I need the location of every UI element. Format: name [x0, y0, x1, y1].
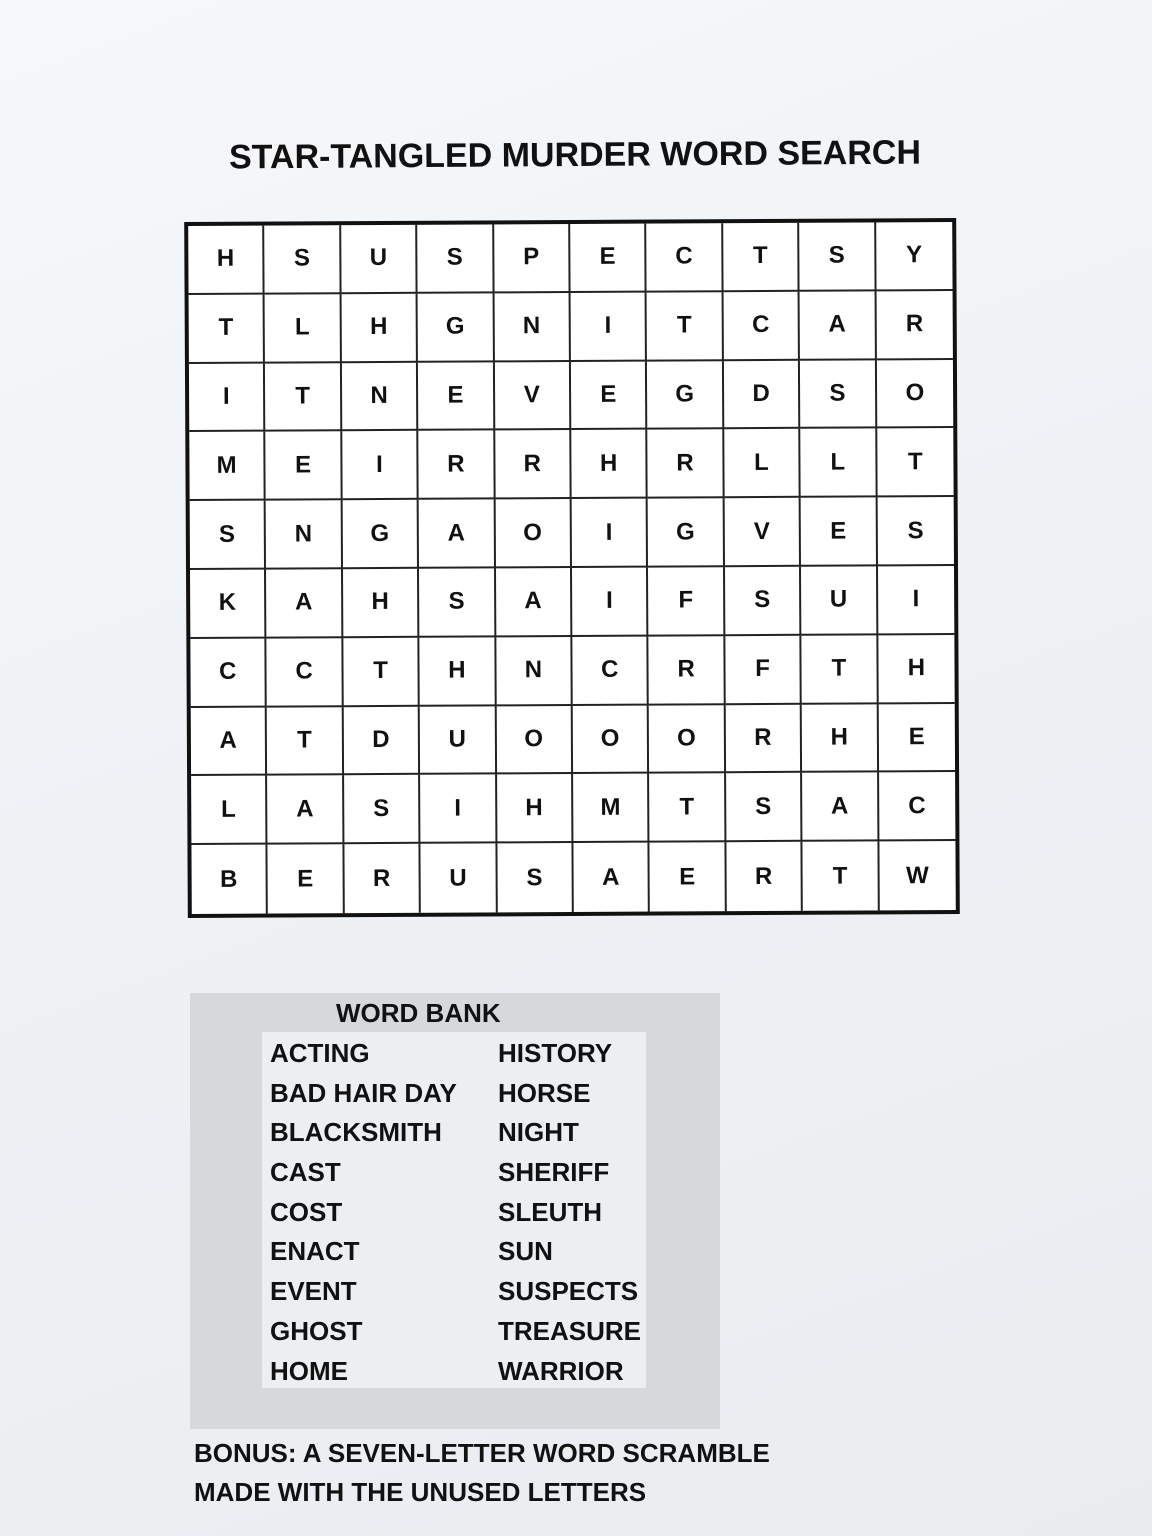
grid-cell: U — [341, 225, 418, 294]
grid-cell: A — [419, 500, 496, 569]
grid-cell: B — [191, 845, 268, 914]
grid-cell: T — [265, 363, 342, 432]
grid-cell: W — [906, 861, 929, 889]
bonus-line-2: MADE WITH THE UNUSED LETTERS — [194, 1477, 647, 1507]
grid-cell: F — [725, 636, 802, 705]
grid-cell: I — [189, 363, 266, 432]
grid-cell: H — [497, 774, 574, 843]
grid-cell: A — [802, 773, 879, 842]
grid-cell: M — [573, 774, 650, 843]
word-bank-left-column — [270, 1037, 500, 1394]
grid-cell: O — [877, 360, 954, 429]
grid-cell: I — [420, 775, 497, 844]
grid-cell: C — [647, 223, 724, 292]
grid-cell: H — [802, 704, 879, 773]
grid-cell: R — [495, 430, 572, 499]
grid-cell: I — [571, 292, 648, 361]
word-bank-item: HOME — [270, 1355, 348, 1386]
grid-cell: S — [344, 775, 421, 844]
grid-cell: S — [419, 568, 496, 637]
grid-cell: N — [494, 293, 571, 362]
grid-cell: O — [496, 706, 573, 775]
grid-cell: R — [649, 636, 726, 705]
word-bank-item: CAST — [270, 1157, 341, 1188]
grid-cell: A — [266, 569, 343, 638]
grid-cell: T — [649, 774, 726, 843]
grid-cell: R — [648, 430, 725, 499]
grid-cell: C — [879, 772, 956, 841]
grid-cell: D — [724, 360, 801, 429]
grid-cell: V — [495, 362, 572, 431]
word-bank-item: HISTORY — [498, 1038, 613, 1068]
grid-cell: A — [267, 776, 344, 845]
grid-cell: A — [496, 568, 573, 637]
word-bank-title: WORD BANK — [336, 998, 501, 1028]
grid-cell: T — [647, 292, 724, 361]
grid-cell: D — [344, 706, 421, 775]
grid-cell: L — [191, 776, 268, 845]
grid-cell: F — [648, 567, 725, 636]
grid-cell: I — [878, 566, 955, 635]
grid-cell: H — [420, 637, 497, 706]
grid-cell: V — [724, 498, 801, 567]
grid-cell: R — [726, 704, 803, 773]
grid-cell: I — [572, 499, 649, 568]
grid-cell: U — [801, 566, 878, 635]
word-bank-item: HORSE — [498, 1077, 591, 1108]
grid-cell: S — [497, 843, 574, 912]
grid-cell: G — [647, 361, 724, 430]
grid-cell: R — [876, 291, 953, 360]
grid-cell: C — [267, 638, 344, 707]
grid-cell: A — [191, 707, 268, 776]
grid-cell: L — [265, 294, 342, 363]
grid-cell: O — [573, 705, 650, 774]
word-bank-item: WARRIOR — [498, 1355, 624, 1386]
grid-cell: G — [342, 500, 419, 569]
grid-cell: S — [190, 501, 267, 570]
grid-cell: H — [341, 294, 418, 363]
grid-cell: R — [418, 431, 495, 500]
grid-cell: E — [650, 842, 727, 911]
grid-cell: L — [724, 429, 801, 498]
word-bank-item: SLEUTH — [498, 1196, 602, 1227]
grid-cell: S — [417, 224, 494, 293]
grid-cell: H — [571, 430, 648, 499]
grid-cell: H — [343, 569, 420, 638]
grid-cell: E — [418, 362, 495, 431]
word-bank-item: BAD HAIR DAY — [270, 1077, 457, 1108]
grid-cell: O — [649, 705, 726, 774]
grid-cell: K — [190, 570, 267, 639]
grid-cell: R — [726, 842, 803, 911]
grid-cell: E — [878, 704, 955, 773]
grid-cell: L — [800, 429, 877, 498]
grid-cell: C — [723, 292, 800, 361]
letter-grid — [188, 222, 956, 914]
grid-cell: I — [342, 431, 419, 500]
word-bank-item: ENACT — [270, 1236, 360, 1267]
grid-cell: E — [268, 844, 345, 913]
grid-cell: T — [189, 294, 266, 363]
grid-cell: T — [723, 223, 800, 292]
word-bank-item: COST — [270, 1196, 343, 1227]
word-bank-item: SHERIFF — [498, 1157, 610, 1188]
grid-cell: S — [877, 497, 954, 566]
grid-cell: U — [420, 706, 497, 775]
word-bank-item: GHOST — [270, 1315, 363, 1346]
word-bank-item: TREASURE — [498, 1315, 642, 1346]
grid-cell: C — [190, 638, 267, 707]
grid-cell: H — [188, 226, 265, 295]
word-bank-item: SUSPECTS — [498, 1276, 639, 1307]
bonus-line-1: BONUS: A SEVEN-LETTER WORD SCRAMBLE — [194, 1438, 770, 1468]
bonus-instructions — [194, 1434, 770, 1512]
word-search-grid — [184, 218, 960, 918]
grid-cell: T — [343, 638, 420, 707]
grid-cell: S — [725, 567, 802, 636]
grid-cell: T — [267, 707, 344, 776]
grid-cell: G — [418, 293, 495, 362]
grid-cell: Y — [876, 222, 953, 291]
grid-cell: S — [265, 225, 342, 294]
grid-cell: A — [573, 843, 650, 912]
puzzle-title: STAR-TANGLED MURDER WORD SEARCH — [228, 133, 922, 177]
grid-cell: S — [800, 360, 877, 429]
grid-cell: O — [495, 499, 572, 568]
grid-cell: E — [570, 224, 647, 293]
grid-cell: N — [266, 500, 343, 569]
grid-cell: T — [803, 842, 880, 911]
word-bank-item: NIGHT — [498, 1117, 579, 1148]
grid-cell: G — [648, 498, 725, 567]
grid-cell: A — [800, 291, 877, 360]
grid-cell: E — [801, 498, 878, 567]
word-bank-item: BLACKSMITH — [270, 1117, 442, 1148]
grid-cell: S — [799, 222, 876, 291]
word-bank-item: SUN — [498, 1236, 553, 1267]
grid-cell: S — [726, 773, 803, 842]
grid-cell: N — [496, 637, 573, 706]
grid-cell: T — [802, 635, 879, 704]
grid-cell: U — [421, 844, 498, 913]
grid-cell: T — [877, 428, 954, 497]
word-bank-item: ACTING — [270, 1038, 370, 1068]
grid-cell: P — [494, 224, 571, 293]
grid-cell: C — [572, 636, 649, 705]
grid-cell: R — [344, 844, 421, 913]
grid-cell: N — [342, 362, 419, 431]
grid-cell: M — [189, 432, 266, 501]
grid-cell: E — [571, 361, 648, 430]
word-bank-right-column — [498, 1037, 728, 1394]
grid-cell: H — [878, 635, 955, 704]
word-bank-item: EVENT — [270, 1276, 357, 1307]
grid-cell: I — [572, 568, 649, 637]
grid-cell: E — [266, 432, 343, 501]
